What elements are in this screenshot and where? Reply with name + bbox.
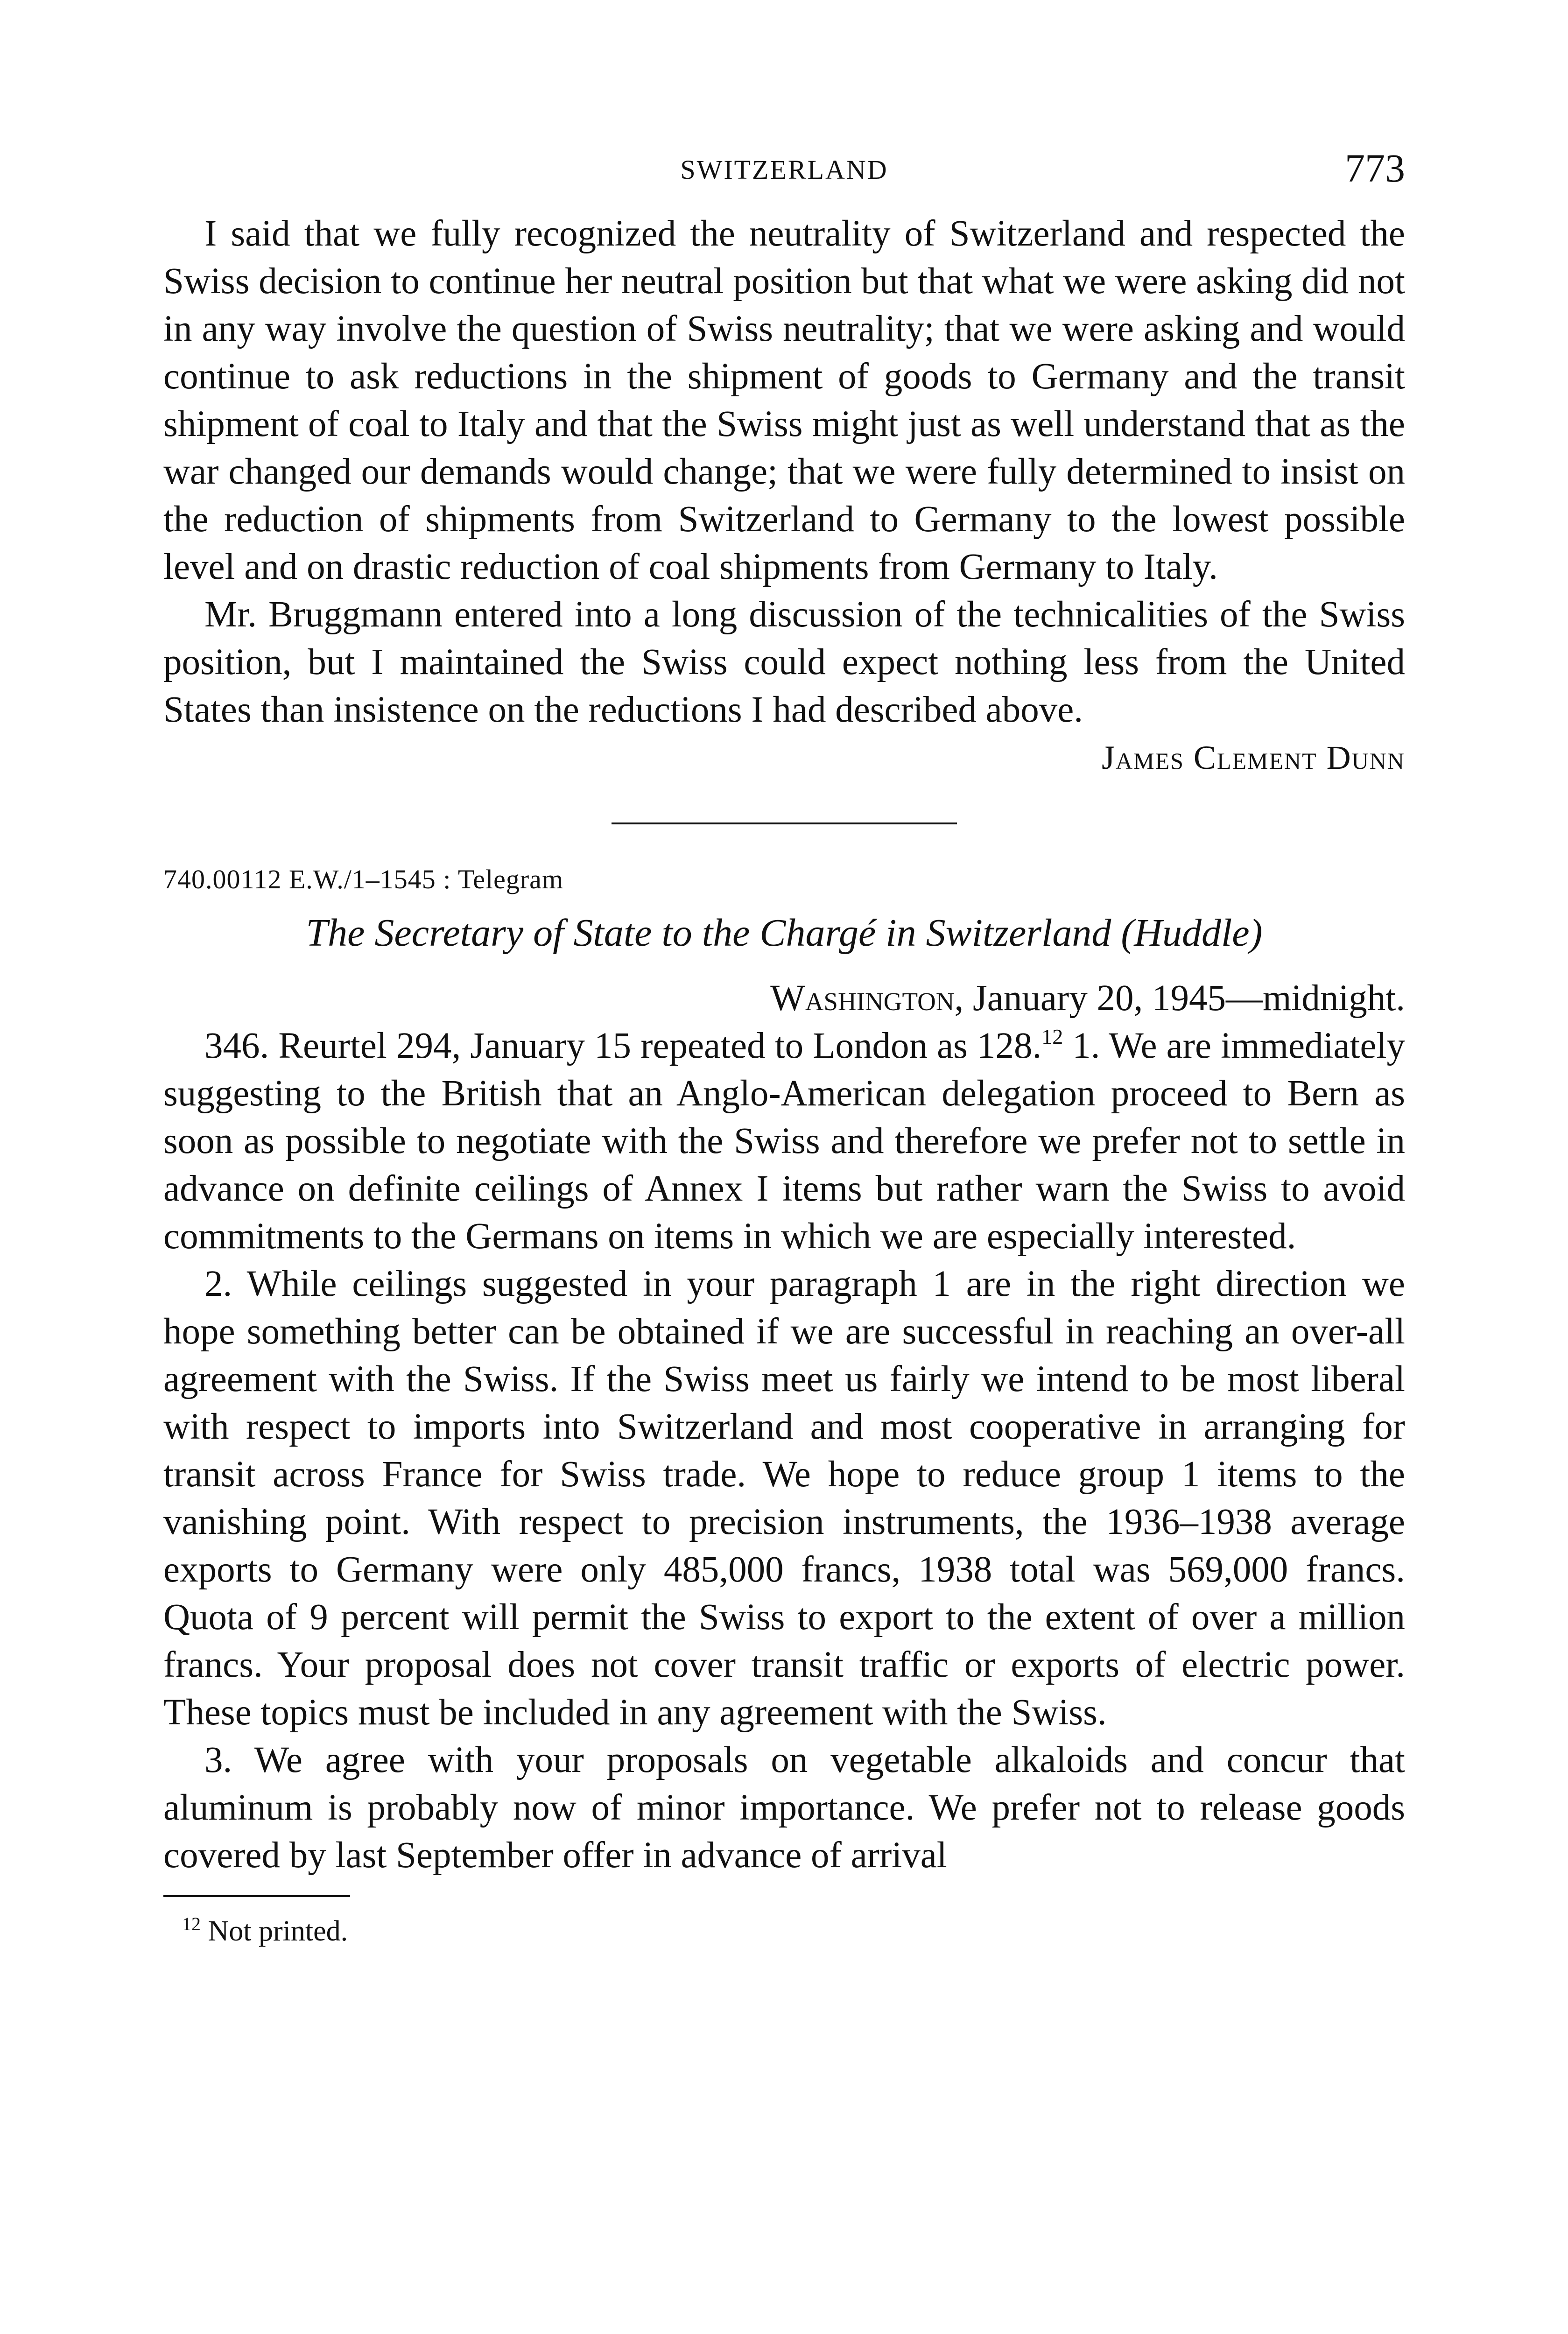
dateline — [163, 975, 1405, 1022]
body-paragraph: 2. While ceilings suggested in your paragraph 1 are in the right direction we hope something better can be obtained if we are successful in reaching an over-all agreement with the Swiss. If the Swiss meet us fairly we intend to be most liberal with respect to imports into Switzerland and most cooperative in arranging for transit across France for Swiss trade. We hope to reduce group 1 items to the vanishing point. With respect to precision instruments, the 1936–1938 average exports to Germany were only 485,000 francs, 1938 total was 569,000 francs. Quota of 9 percent will permit the Swiss to export to the extent of over a million francs. Your proposal does not cover transit traffic or exports of electric power. These topics must be included in any agreement with the Swiss. — [163, 1264, 1405, 1733]
signature: James Clement Dunn — [1101, 739, 1405, 776]
footnote — [182, 1910, 1405, 1952]
paragraph-text: 1. We are immediately suggesting to the British that an Anglo-American delegation proceed to Bern as soon as possible to negotiate with the Swiss and therefore we prefer not to settle in advance on definite ceilings of Annex I items but rather warn the Swiss to avoid commitments to the Germans on items in which we are especially interested. — [163, 1026, 1405, 1257]
dateline-place: Washington, — [770, 978, 964, 1019]
dateline-date: January 20, 1945—midnight. — [973, 978, 1405, 1019]
body-paragraph: Mr. Bruggmann entered into a long discussion of the technicalities of the Swiss position, but I maintained the Swiss could expect nothing less from the United States than insistence on the reductions I had described above. — [163, 594, 1405, 730]
section-divider — [612, 823, 957, 824]
body-paragraph: 3. We agree with your proposals on vegetable alkaloids and concur that aluminum is probably now of minor importance. We prefer not to release goods covered by last September offer in advance of arrival — [163, 1740, 1405, 1876]
file-reference: 740.00112 E.W./1–1545 : Telegram — [163, 864, 564, 894]
running-head — [163, 135, 1405, 210]
footnote-marker: 12 — [182, 1913, 201, 1934]
footnote-text: Not printed. — [208, 1915, 348, 1947]
running-title: SWITZERLAND — [680, 155, 888, 185]
document-page — [163, 135, 1405, 1952]
body-paragraph: I said that we fully recognized the neutrality of Switzerland and respected the Swiss decision to continue her neutral position but that what we were asking did not in any way involve the question of Swiss neutrality; that we were asking and would continue to ask reductions in the shipment of goods to Germany and the transit shipment of coal to Italy and that the Swiss might just as well understand that as the war changed our demands would change; that we were fully determined to insist on the reduction of shipments from Switzerland to Germany to the lowest possible level and on drastic reduction of coal shipments from Germany to Italy. — [163, 213, 1405, 587]
document-title: The Secretary of State to the Chargé in Switzerland (Huddle) — [306, 911, 1263, 955]
body-paragraph — [163, 1022, 1405, 1260]
footnote-divider — [163, 1895, 350, 1897]
paragraph-text: 346. Reurtel 294, January 15 repeated to London as 128. — [204, 1026, 1042, 1066]
page-number: 773 — [1345, 146, 1405, 190]
footnote-reference[interactable]: 12 — [1041, 1025, 1063, 1048]
